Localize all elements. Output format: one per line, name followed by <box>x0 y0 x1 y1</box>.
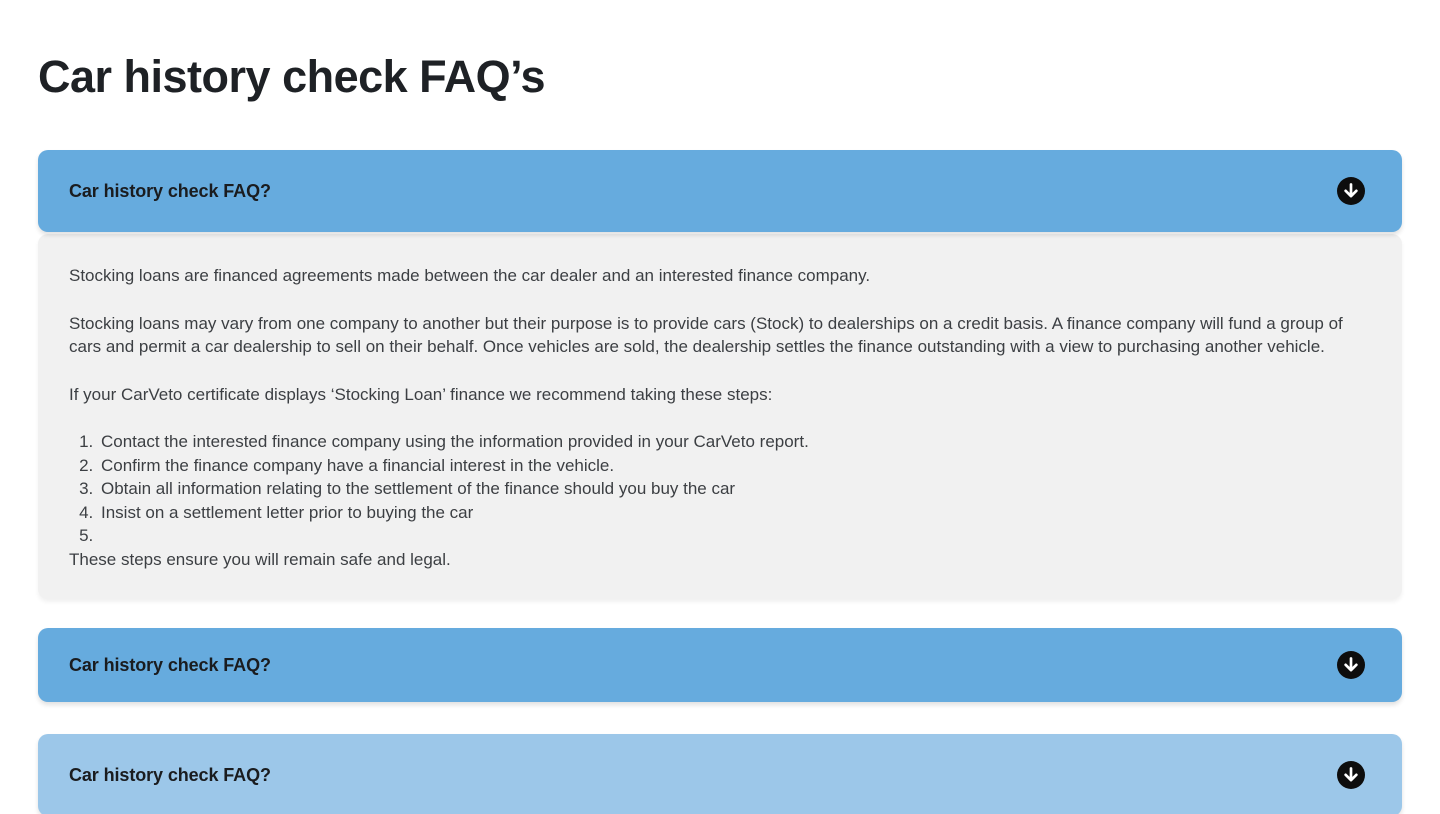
faq-question-label: Car history check FAQ? <box>69 654 271 675</box>
faq-step: 4. Insist on a settlement letter prior to buying the car <box>98 501 1371 525</box>
faq-question-header-1[interactable] <box>38 150 1402 232</box>
faq-question-header-2[interactable] <box>38 628 1402 702</box>
faq-answer-panel <box>38 234 1402 599</box>
faq-item-3 <box>38 734 1402 814</box>
arrow-circle-down-icon[interactable] <box>1337 651 1365 679</box>
faq-question-label: Car history check FAQ? <box>69 764 271 785</box>
answer-paragraph: If your CarVeto certificate displays ‘Stocking Loan’ finance we recommend taking these steps: <box>69 384 773 404</box>
arrow-circle-down-icon[interactable] <box>1337 761 1365 789</box>
answer-paragraph: Stocking loans are financed agreements made between the car dealer and an interested finance company. <box>69 266 871 286</box>
faq-item-2 <box>38 628 1402 702</box>
page-title: Car history check FAQ’s <box>38 51 546 102</box>
answer-closing-line: These steps ensure you will remain safe and legal. <box>69 549 451 569</box>
answer-paragraph: Stocking loans may vary from one company to another but their purpose is to provide cars (Stock) to dealerships on a credit basis. A finance company will fund a group of cars and permit a car dealership to sell on their behalf. Once vehicles are sold, the dealership settles the finance outstanding with a view to purchasing another vehicle. <box>69 313 1343 357</box>
faq-question-label: Car history check FAQ? <box>69 180 271 201</box>
faq-step: 2. Confirm the finance company have a financial interest in the vehicle. <box>98 454 1371 478</box>
faq-step <box>98 524 1371 548</box>
faq-steps-list <box>69 430 1371 548</box>
faq-accordion <box>38 150 1402 814</box>
faq-item-1 <box>38 150 1402 599</box>
arrow-circle-down-icon[interactable] <box>1337 177 1365 205</box>
faq-step: 3. Obtain all information relating to the settlement of the finance should you buy the car <box>98 477 1371 501</box>
faq-question-header-3[interactable] <box>38 734 1402 814</box>
faq-step: 1. Contact the interested finance company using the information provided in your CarVeto report. <box>98 430 1371 454</box>
